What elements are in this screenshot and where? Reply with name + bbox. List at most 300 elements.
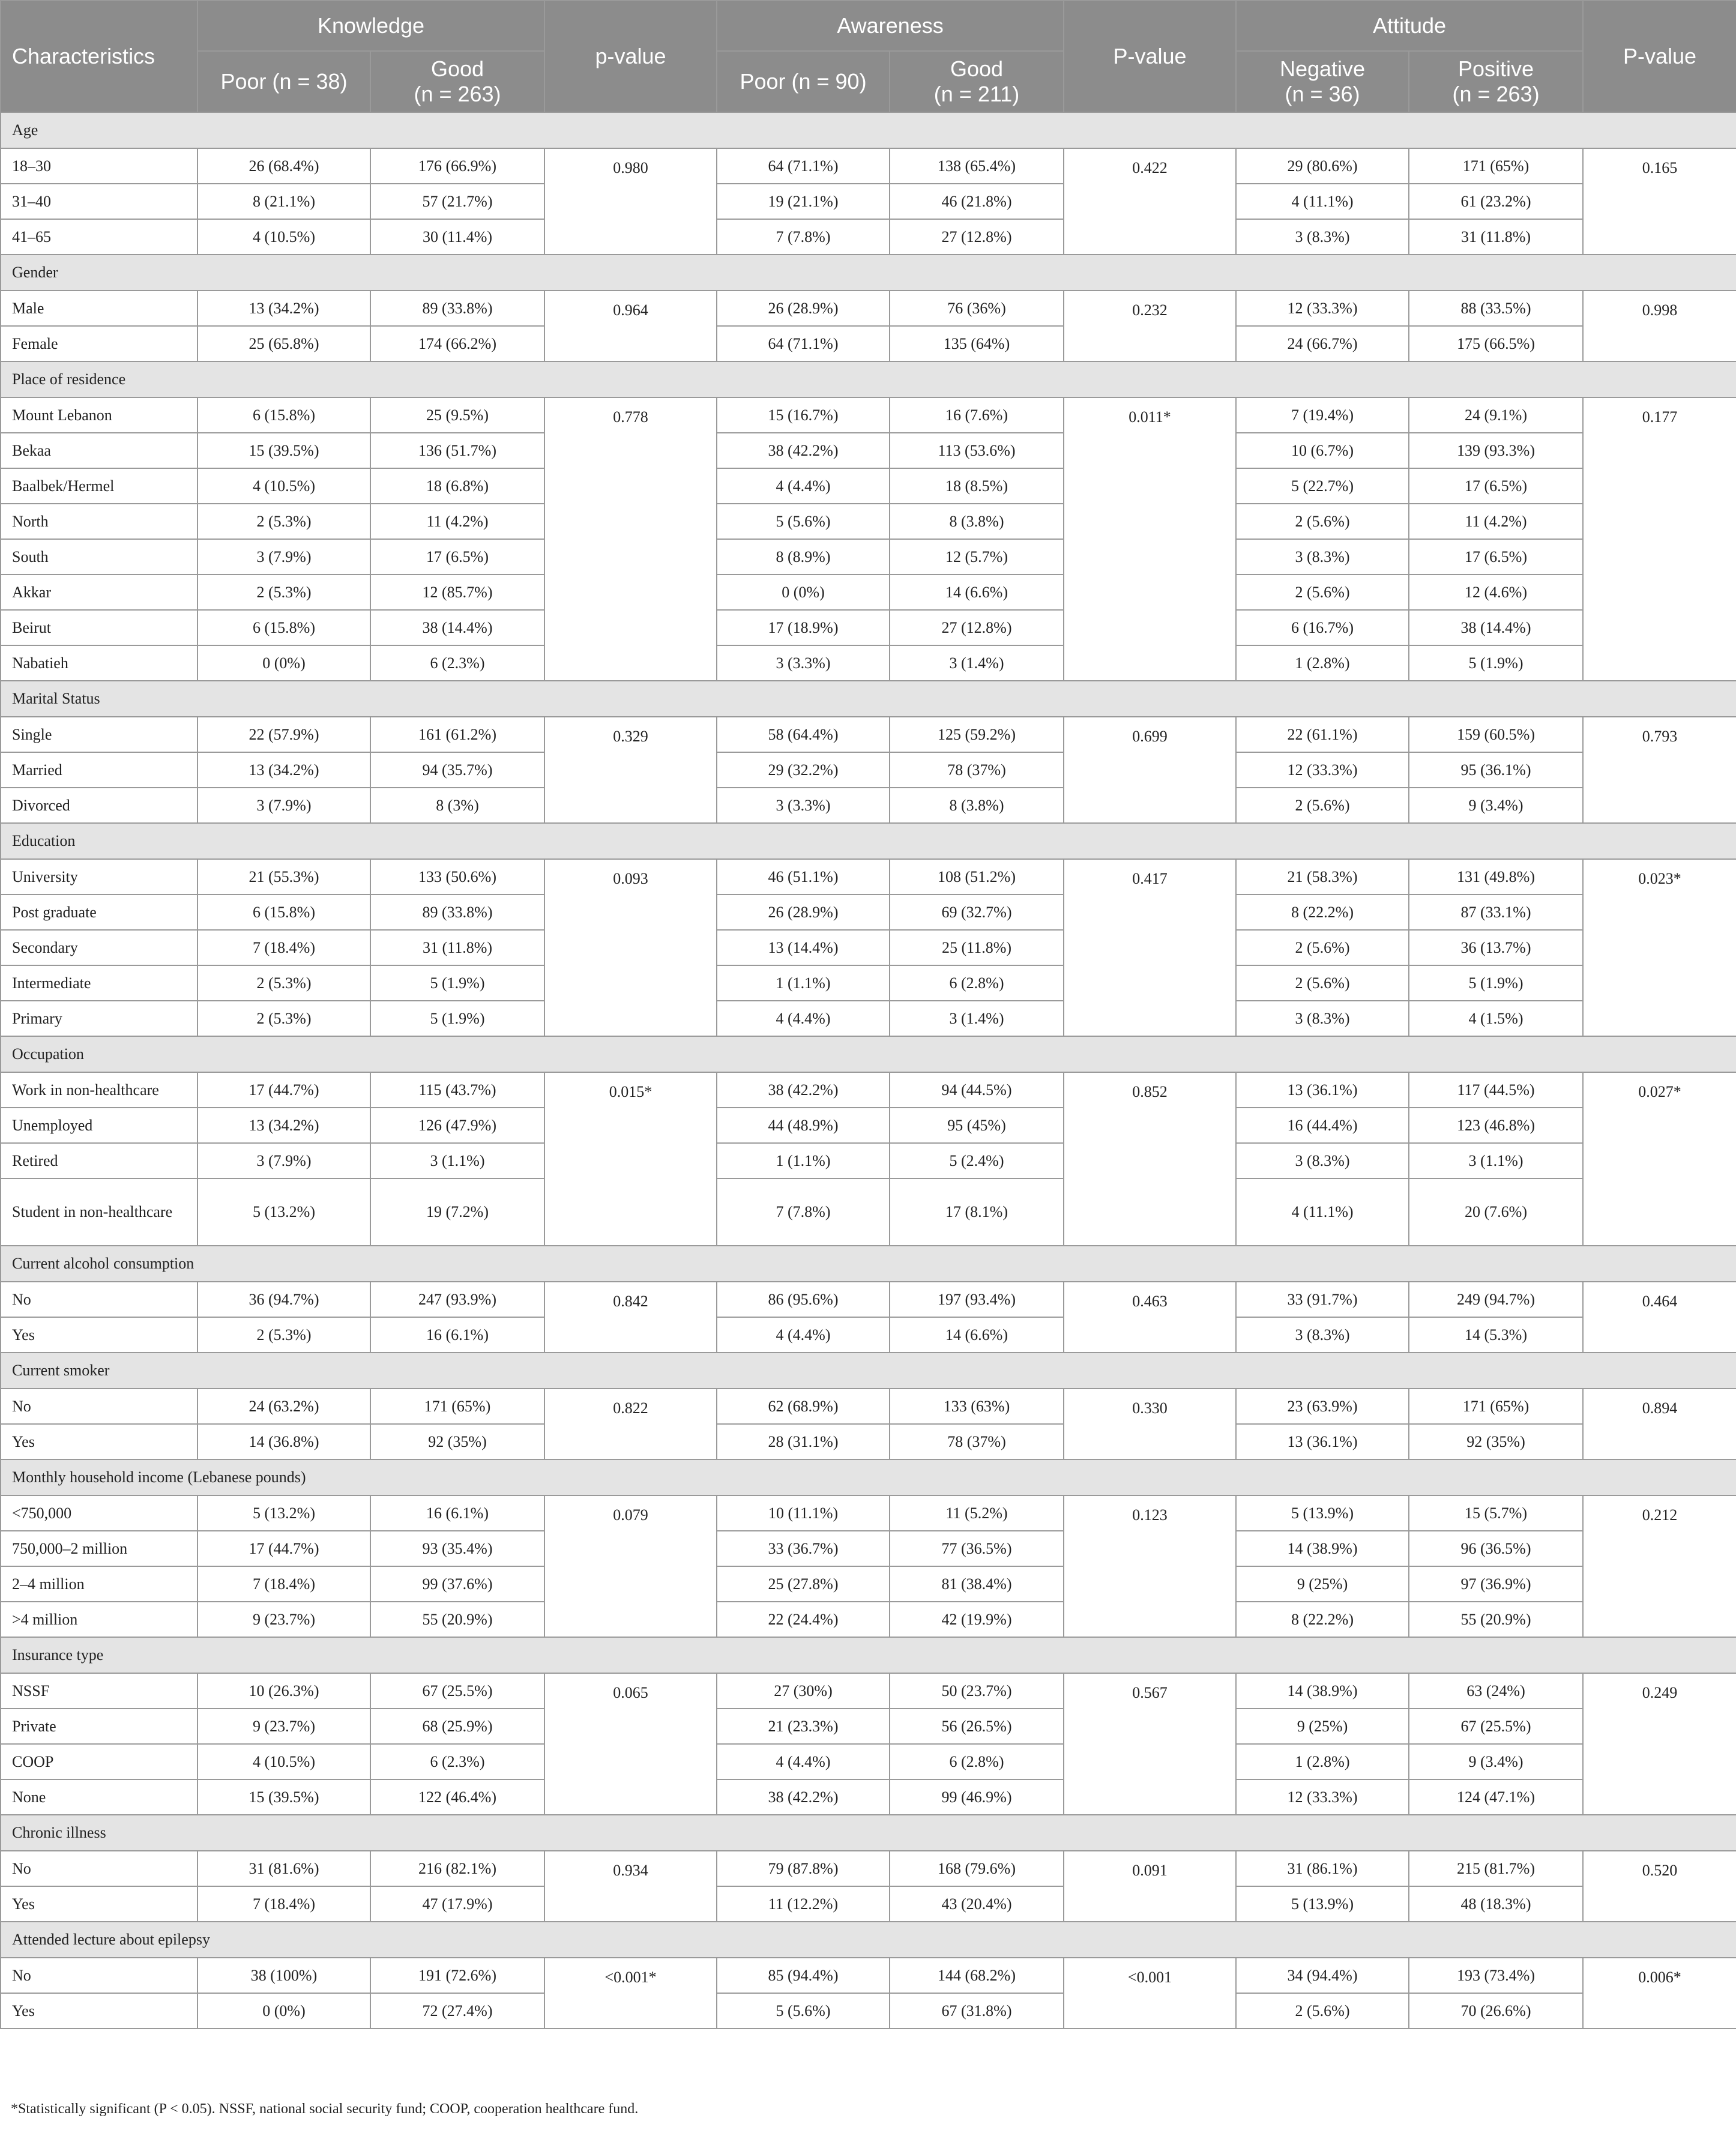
value-cell: 38 (14.4%) [370, 610, 544, 645]
value-cell: 63 (24%) [1409, 1673, 1583, 1709]
value-cell: 26 (28.9%) [717, 895, 890, 930]
pvalue-cell: 0.330 [1064, 1389, 1236, 1459]
value-cell: 159 (60.5%) [1409, 717, 1583, 752]
value-cell: 126 (47.9%) [370, 1108, 544, 1143]
value-cell: 31 (81.6%) [197, 1851, 370, 1886]
value-cell: 13 (34.2%) [197, 1108, 370, 1143]
value-cell: 0 (0%) [717, 575, 890, 610]
value-cell: 15 (16.7%) [717, 397, 890, 433]
section-row [1, 1036, 1736, 1072]
value-cell: 193 (73.4%) [1409, 1958, 1583, 1993]
section-row [1, 255, 1736, 291]
table-row [1, 1779, 1736, 1815]
value-cell: 31 (11.8%) [370, 930, 544, 965]
value-cell: 16 (7.6%) [890, 397, 1064, 433]
awareness-pvalue-header: P-value [1064, 1, 1236, 112]
table-row [1, 1495, 1736, 1531]
value-cell: 2 (5.3%) [197, 504, 370, 539]
row-label: Secondary [1, 930, 197, 965]
section-title: Current smoker [1, 1353, 1736, 1389]
value-cell: 78 (37%) [890, 1424, 1064, 1459]
value-cell: 5 (1.9%) [1409, 965, 1583, 1001]
table-row [1, 788, 1736, 823]
value-cell: 64 (71.1%) [717, 326, 890, 361]
table-row [1, 219, 1736, 255]
value-cell: 27 (12.8%) [890, 219, 1064, 255]
value-cell: 2 (5.6%) [1236, 504, 1409, 539]
value-cell: 123 (46.8%) [1409, 1108, 1583, 1143]
table-row [1, 752, 1736, 788]
attitude-pvalue-header: P-value [1583, 1, 1736, 112]
value-cell: 3 (7.9%) [197, 539, 370, 575]
knowledge-pvalue-header: p-value [544, 1, 717, 112]
value-cell: 13 (14.4%) [717, 930, 890, 965]
value-cell: 2 (5.6%) [1236, 1993, 1409, 2029]
value-cell: 25 (27.8%) [717, 1566, 890, 1602]
row-label: >4 million [1, 1602, 197, 1637]
value-cell: 95 (36.1%) [1409, 752, 1583, 788]
value-cell: 22 (57.9%) [197, 717, 370, 752]
value-cell: 26 (68.4%) [197, 148, 370, 184]
value-cell: 5 (13.9%) [1236, 1886, 1409, 1922]
value-cell: 33 (91.7%) [1236, 1282, 1409, 1317]
pvalue-cell: 0.567 [1064, 1673, 1236, 1815]
value-cell: 46 (51.1%) [717, 859, 890, 895]
value-cell: 3 (1.4%) [890, 645, 1064, 681]
section-title: Attended lecture about epilepsy [1, 1922, 1736, 1958]
value-cell: 62 (68.9%) [717, 1389, 890, 1424]
value-cell: 89 (33.8%) [370, 895, 544, 930]
value-cell: 38 (14.4%) [1409, 610, 1583, 645]
value-cell: 215 (81.7%) [1409, 1851, 1583, 1886]
value-cell: 61 (23.2%) [1409, 184, 1583, 219]
pvalue-cell: 0.520 [1583, 1851, 1736, 1922]
pvalue-cell: 0.023* [1583, 859, 1736, 1036]
value-cell: 15 (5.7%) [1409, 1495, 1583, 1531]
value-cell: 5 (1.9%) [1409, 645, 1583, 681]
value-cell: 17 (18.9%) [717, 610, 890, 645]
row-label: Married [1, 752, 197, 788]
value-cell: 21 (55.3%) [197, 859, 370, 895]
value-cell: 17 (8.1%) [890, 1178, 1064, 1246]
row-label: No [1, 1958, 197, 1993]
row-label: Student in non-healthcare [1, 1178, 197, 1246]
value-cell: 5 (5.6%) [717, 1993, 890, 2029]
table-row [1, 1851, 1736, 1886]
row-label: Baalbek/Hermel [1, 468, 197, 504]
value-cell: 18 (8.5%) [890, 468, 1064, 504]
value-cell: 174 (66.2%) [370, 326, 544, 361]
value-cell: 11 (4.2%) [370, 504, 544, 539]
value-cell: 24 (66.7%) [1236, 326, 1409, 361]
value-cell: 6 (2.8%) [890, 965, 1064, 1001]
table-footnote: *Statistically significant (P < 0.05). NSSF, national social security fund; COOP, cooperation healthcare fund. [11, 2101, 639, 2117]
table-row [1, 1072, 1736, 1108]
pvalue-cell: 0.329 [544, 717, 717, 823]
value-cell: 135 (64%) [890, 326, 1064, 361]
table-row [1, 397, 1736, 433]
value-cell: 2 (5.3%) [197, 575, 370, 610]
value-cell: 93 (35.4%) [370, 1531, 544, 1566]
value-cell: 133 (63%) [890, 1389, 1064, 1424]
value-cell: 124 (47.1%) [1409, 1779, 1583, 1815]
table-row [1, 148, 1736, 184]
value-cell: 36 (94.7%) [197, 1282, 370, 1317]
pvalue-cell: 0.842 [544, 1282, 717, 1353]
row-label: Nabatieh [1, 645, 197, 681]
value-cell: 69 (32.7%) [890, 895, 1064, 930]
value-cell: 6 (2.3%) [370, 645, 544, 681]
value-cell: 88 (33.5%) [1409, 291, 1583, 326]
header-line: (n = 211) [933, 82, 1020, 106]
value-cell: 171 (65%) [1409, 1389, 1583, 1424]
value-cell: 12 (5.7%) [890, 539, 1064, 575]
value-cell: 96 (36.5%) [1409, 1531, 1583, 1566]
value-cell: 2 (5.6%) [1236, 930, 1409, 965]
table-row [1, 1001, 1736, 1036]
value-cell: 81 (38.4%) [890, 1566, 1064, 1602]
value-cell: 131 (49.8%) [1409, 859, 1583, 895]
row-label: Post graduate [1, 895, 197, 930]
value-cell: 9 (3.4%) [1409, 1744, 1583, 1779]
value-cell: 3 (7.9%) [197, 788, 370, 823]
value-cell: 136 (51.7%) [370, 433, 544, 468]
section-title: Occupation [1, 1036, 1736, 1072]
value-cell: 8 (8.9%) [717, 539, 890, 575]
section-row [1, 1637, 1736, 1673]
knowledge-group-header: Knowledge [197, 1, 544, 51]
value-cell: 26 (28.9%) [717, 291, 890, 326]
value-cell: 12 (85.7%) [370, 575, 544, 610]
value-cell: 9 (23.7%) [197, 1602, 370, 1637]
value-cell: 2 (5.3%) [197, 965, 370, 1001]
value-cell: 76 (36%) [890, 291, 1064, 326]
value-cell: 28 (31.1%) [717, 1424, 890, 1459]
value-cell: 94 (44.5%) [890, 1072, 1064, 1108]
value-cell: 11 (5.2%) [890, 1495, 1064, 1531]
pvalue-cell: 0.079 [544, 1495, 717, 1637]
awareness-poor-header [717, 51, 890, 112]
row-label: 41–65 [1, 219, 197, 255]
table-row [1, 1566, 1736, 1602]
value-cell: 23 (63.9%) [1236, 1389, 1409, 1424]
value-cell: 95 (45%) [890, 1108, 1064, 1143]
row-label: Beirut [1, 610, 197, 645]
value-cell: 25 (65.8%) [197, 326, 370, 361]
section-row [1, 112, 1736, 148]
table-row [1, 610, 1736, 645]
attitude-negative-header [1236, 51, 1409, 112]
value-cell: 10 (11.1%) [717, 1495, 890, 1531]
section-row [1, 1815, 1736, 1851]
header-line: (n = 263) [1452, 82, 1540, 106]
value-cell: 3 (3.3%) [717, 645, 890, 681]
value-cell: 0 (0%) [197, 645, 370, 681]
row-label: Mount Lebanon [1, 397, 197, 433]
value-cell: 64 (71.1%) [717, 148, 890, 184]
row-label: Yes [1, 1424, 197, 1459]
value-cell: 19 (7.2%) [370, 1178, 544, 1246]
pvalue-cell: 0.091 [1064, 1851, 1236, 1922]
value-cell: 197 (93.4%) [890, 1282, 1064, 1317]
value-cell: 6 (2.8%) [890, 1744, 1064, 1779]
pvalue-cell: 0.964 [544, 291, 717, 361]
value-cell: 11 (4.2%) [1409, 504, 1583, 539]
value-cell: 139 (93.3%) [1409, 433, 1583, 468]
value-cell: 4 (10.5%) [197, 1744, 370, 1779]
table-row [1, 1993, 1736, 2029]
section-title: Place of residence [1, 361, 1736, 397]
value-cell: 16 (6.1%) [370, 1317, 544, 1353]
pvalue-cell: <0.001* [544, 1958, 717, 2029]
table-row [1, 1143, 1736, 1178]
value-cell: 7 (19.4%) [1236, 397, 1409, 433]
value-cell: 5 (5.6%) [717, 504, 890, 539]
table-row [1, 1886, 1736, 1922]
value-cell: 3 (1.1%) [370, 1143, 544, 1178]
header-line: Poor (n = 90) [740, 69, 867, 94]
value-cell: 6 (16.7%) [1236, 610, 1409, 645]
value-cell: 2 (5.6%) [1236, 788, 1409, 823]
value-cell: 68 (25.9%) [370, 1709, 544, 1744]
value-cell: 2 (5.6%) [1236, 965, 1409, 1001]
value-cell: 18 (6.8%) [370, 468, 544, 504]
value-cell: 5 (13.2%) [197, 1495, 370, 1531]
value-cell: 8 (3.8%) [890, 504, 1064, 539]
table-row [1, 1958, 1736, 1993]
value-cell: 3 (8.3%) [1236, 1001, 1409, 1036]
value-cell: 144 (68.2%) [890, 1958, 1064, 1993]
table-row [1, 326, 1736, 361]
value-cell: 14 (38.9%) [1236, 1531, 1409, 1566]
pvalue-cell: 0.934 [544, 1851, 717, 1922]
value-cell: 14 (36.8%) [197, 1424, 370, 1459]
value-cell: 72 (27.4%) [370, 1993, 544, 2029]
row-label: Private [1, 1709, 197, 1744]
pvalue-cell: 0.065 [544, 1673, 717, 1815]
value-cell: 48 (18.3%) [1409, 1886, 1583, 1922]
section-title: Age [1, 112, 1736, 148]
table-row [1, 965, 1736, 1001]
value-cell: 57 (21.7%) [370, 184, 544, 219]
row-label: Unemployed [1, 1108, 197, 1143]
value-cell: 191 (72.6%) [370, 1958, 544, 1993]
row-label: None [1, 1779, 197, 1815]
value-cell: 97 (36.9%) [1409, 1566, 1583, 1602]
pvalue-cell: 0.011* [1064, 397, 1236, 681]
value-cell: 22 (24.4%) [717, 1602, 890, 1637]
table-row [1, 1178, 1736, 1246]
value-cell: 14 (5.3%) [1409, 1317, 1583, 1353]
row-label: Single [1, 717, 197, 752]
value-cell: 17 (6.5%) [1409, 468, 1583, 504]
row-label: No [1, 1851, 197, 1886]
value-cell: 12 (33.3%) [1236, 752, 1409, 788]
value-cell: 70 (26.6%) [1409, 1993, 1583, 2029]
value-cell: 4 (11.1%) [1236, 184, 1409, 219]
value-cell: 122 (46.4%) [370, 1779, 544, 1815]
table-row [1, 1602, 1736, 1637]
section-title: Current alcohol consumption [1, 1246, 1736, 1282]
value-cell: 34 (94.4%) [1236, 1958, 1409, 1993]
value-cell: 6 (15.8%) [197, 610, 370, 645]
value-cell: 20 (7.6%) [1409, 1178, 1583, 1246]
table-header [1, 1, 1736, 112]
value-cell: 24 (9.1%) [1409, 397, 1583, 433]
value-cell: 78 (37%) [890, 752, 1064, 788]
value-cell: 8 (22.2%) [1236, 895, 1409, 930]
section-row [1, 1922, 1736, 1958]
row-label: Work in non-healthcare [1, 1072, 197, 1108]
value-cell: 171 (65%) [370, 1389, 544, 1424]
value-cell: 3 (3.3%) [717, 788, 890, 823]
pvalue-cell: 0.894 [1583, 1389, 1736, 1459]
value-cell: 133 (50.6%) [370, 859, 544, 895]
value-cell: 31 (11.8%) [1409, 219, 1583, 255]
pvalue-cell: 0.793 [1583, 717, 1736, 823]
knowledge-poor-header [197, 51, 370, 112]
value-cell: 27 (12.8%) [890, 610, 1064, 645]
value-cell: 25 (9.5%) [370, 397, 544, 433]
pvalue-cell: 0.165 [1583, 148, 1736, 255]
value-cell: 38 (42.2%) [717, 433, 890, 468]
attitude-positive-header [1409, 51, 1583, 112]
row-label: Yes [1, 1886, 197, 1922]
value-cell: 4 (10.5%) [197, 468, 370, 504]
pvalue-cell: 0.093 [544, 859, 717, 1036]
value-cell: 14 (6.6%) [890, 1317, 1064, 1353]
pvalue-cell: 0.422 [1064, 148, 1236, 255]
value-cell: 17 (6.5%) [1409, 539, 1583, 575]
value-cell: 99 (46.9%) [890, 1779, 1064, 1815]
value-cell: 2 (5.6%) [1236, 575, 1409, 610]
value-cell: 17 (6.5%) [370, 539, 544, 575]
value-cell: 16 (44.4%) [1236, 1108, 1409, 1143]
value-cell: 29 (32.2%) [717, 752, 890, 788]
value-cell: 4 (4.4%) [717, 468, 890, 504]
row-label: No [1, 1282, 197, 1317]
section-row [1, 1246, 1736, 1282]
value-cell: 6 (15.8%) [197, 397, 370, 433]
value-cell: 92 (35%) [370, 1424, 544, 1459]
value-cell: 3 (8.3%) [1236, 219, 1409, 255]
value-cell: 1 (1.1%) [717, 1143, 890, 1178]
section-row [1, 1459, 1736, 1495]
value-cell: 3 (7.9%) [197, 1143, 370, 1178]
header-line: Poor (n = 38) [220, 69, 348, 94]
value-cell: 42 (19.9%) [890, 1602, 1064, 1637]
value-cell: 79 (87.8%) [717, 1851, 890, 1886]
section-title: Chronic illness [1, 1815, 1736, 1851]
value-cell: 3 (1.4%) [890, 1001, 1064, 1036]
value-cell: 24 (63.2%) [197, 1389, 370, 1424]
table-row [1, 1531, 1736, 1566]
pvalue-cell: 0.463 [1064, 1282, 1236, 1353]
value-cell: 15 (39.5%) [197, 433, 370, 468]
value-cell: 4 (4.4%) [717, 1317, 890, 1353]
value-cell: 5 (13.2%) [197, 1178, 370, 1246]
value-cell: 33 (36.7%) [717, 1531, 890, 1566]
header-line: Good [430, 56, 484, 81]
table-row [1, 468, 1736, 504]
value-cell: 9 (3.4%) [1409, 788, 1583, 823]
knowledge-good-header [370, 51, 544, 112]
value-cell: 94 (35.7%) [370, 752, 544, 788]
row-label: 2–4 million [1, 1566, 197, 1602]
pvalue-cell: 0.249 [1583, 1673, 1736, 1815]
value-cell: 247 (93.9%) [370, 1282, 544, 1317]
value-cell: 25 (11.8%) [890, 930, 1064, 965]
pvalue-cell: 0.998 [1583, 291, 1736, 361]
value-cell: 1 (2.8%) [1236, 645, 1409, 681]
value-cell: 216 (82.1%) [370, 1851, 544, 1886]
pvalue-cell: 0.822 [544, 1389, 717, 1459]
row-label: Primary [1, 1001, 197, 1036]
row-label: 31–40 [1, 184, 197, 219]
value-cell: 6 (2.3%) [370, 1744, 544, 1779]
section-title: Education [1, 823, 1736, 859]
value-cell: 38 (42.2%) [717, 1072, 890, 1108]
table-row [1, 1673, 1736, 1709]
table-row [1, 575, 1736, 610]
value-cell: 13 (34.2%) [197, 752, 370, 788]
value-cell: 3 (8.3%) [1236, 539, 1409, 575]
table-row [1, 645, 1736, 681]
value-cell: 43 (20.4%) [890, 1886, 1064, 1922]
value-cell: 29 (80.6%) [1236, 148, 1409, 184]
value-cell: 115 (43.7%) [370, 1072, 544, 1108]
value-cell: 56 (26.5%) [890, 1709, 1064, 1744]
value-cell: 6 (15.8%) [197, 895, 370, 930]
row-label: Intermediate [1, 965, 197, 1001]
table-row [1, 539, 1736, 575]
value-cell: 21 (23.3%) [717, 1709, 890, 1744]
characteristics-header: Characteristics [1, 1, 197, 112]
pvalue-cell: 0.417 [1064, 859, 1236, 1036]
row-label: NSSF [1, 1673, 197, 1709]
value-cell: 1 (2.8%) [1236, 1744, 1409, 1779]
value-cell: 13 (36.1%) [1236, 1072, 1409, 1108]
value-cell: 8 (3.8%) [890, 788, 1064, 823]
value-cell: 55 (20.9%) [370, 1602, 544, 1637]
row-label: 18–30 [1, 148, 197, 184]
pvalue-cell: 0.464 [1583, 1282, 1736, 1353]
row-label: Yes [1, 1993, 197, 2029]
value-cell: 22 (61.1%) [1236, 717, 1409, 752]
value-cell: 67 (25.5%) [1409, 1709, 1583, 1744]
header-line: Positive [1457, 56, 1534, 81]
table-row [1, 184, 1736, 219]
value-cell: 16 (6.1%) [370, 1495, 544, 1531]
pvalue-cell: 0.027* [1583, 1072, 1736, 1246]
table-row [1, 504, 1736, 539]
value-cell: 14 (38.9%) [1236, 1673, 1409, 1709]
value-cell: 15 (39.5%) [197, 1779, 370, 1815]
table-row [1, 1744, 1736, 1779]
table-row [1, 1424, 1736, 1459]
value-cell: 9 (23.7%) [197, 1709, 370, 1744]
section-row [1, 361, 1736, 397]
value-cell: 4 (10.5%) [197, 219, 370, 255]
value-cell: 8 (21.1%) [197, 184, 370, 219]
header-line: (n = 263) [414, 82, 501, 106]
row-label: Female [1, 326, 197, 361]
value-cell: 5 (1.9%) [370, 1001, 544, 1036]
row-label: South [1, 539, 197, 575]
table-body [1, 112, 1736, 2029]
value-cell: 5 (22.7%) [1236, 468, 1409, 504]
value-cell: 14 (6.6%) [890, 575, 1064, 610]
